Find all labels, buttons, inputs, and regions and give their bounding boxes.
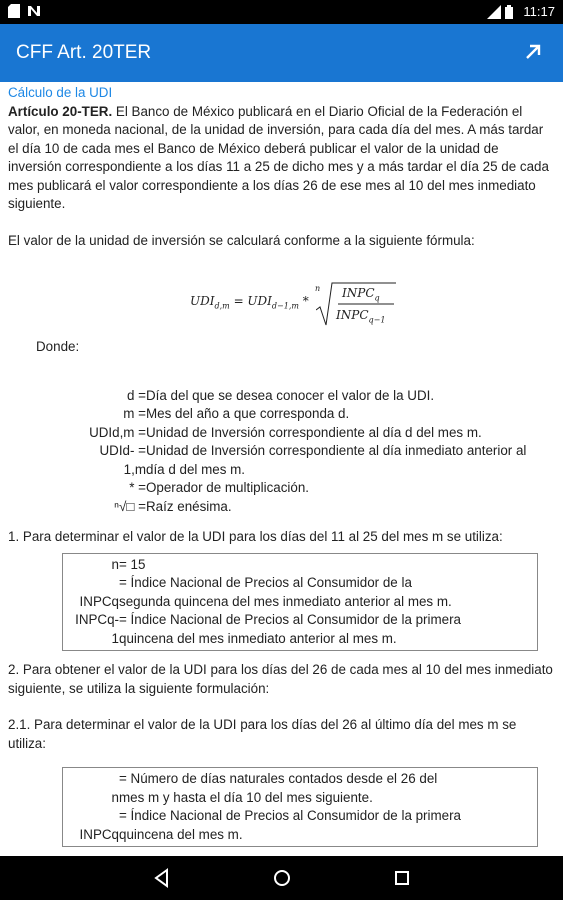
- definition-term: UDId- =: [99, 443, 146, 458]
- box-row: [69, 807, 531, 826]
- formula-num: INPC: [342, 286, 375, 300]
- home-icon[interactable]: [272, 868, 292, 888]
- formula-num-sub: q: [374, 293, 380, 303]
- formula-den-sub: q−1: [368, 315, 386, 325]
- section-title: Cálculo de la UDI: [8, 85, 113, 100]
- box-row: [69, 826, 531, 845]
- box-text: segunda quincena del mes inmediato anterior al mes m.: [119, 593, 452, 609]
- definition-text: Mes del año a que corresponda d.: [146, 406, 350, 421]
- box-term: n: [111, 556, 119, 572]
- definition-text: Día del que se desea conocer el valor de la UDI.: [146, 387, 435, 403]
- formula-lhs: UDI: [190, 294, 215, 308]
- article-label: Artículo 20-TER.: [8, 103, 113, 119]
- formula-lhs-sub: d,m: [214, 301, 230, 311]
- signal-icon: [487, 5, 499, 19]
- formula-rhs-sub: d−1,m: [271, 301, 299, 311]
- box-text: = Índice Nacional de Precios al Consumidor de la: [119, 575, 412, 590]
- box-text: = Índice Nacional de Precios al Consumidor de la primera: [119, 612, 462, 627]
- navigation-bar: [0, 856, 563, 900]
- back-icon[interactable]: [152, 868, 172, 888]
- status-time: 11:17: [523, 4, 555, 19]
- udi-formula: [190, 278, 555, 328]
- box-row: [69, 611, 531, 630]
- item-1: 1. Para determinar el valor de la UDI para los días del 11 al 25 del mes m se utiliza:: [8, 529, 503, 544]
- box-term: [69, 574, 119, 593]
- definitions-list: [28, 387, 555, 517]
- definition-text: Operador de multiplicación.: [146, 480, 310, 495]
- app-title: CFF Art. 20TER: [16, 42, 152, 63]
- box-text: mes m y hasta el día 10 del mes siguiente.: [119, 789, 373, 805]
- box-term: [69, 770, 119, 789]
- definition-term: d =: [127, 387, 146, 403]
- app-bar: [0, 24, 563, 82]
- definition-row: [28, 387, 555, 406]
- box-term: INPCq: [79, 826, 119, 842]
- paragraph-1: [8, 103, 555, 214]
- definition-text: Unidad de Inversión correspondiente al día d del mes m.: [146, 424, 482, 440]
- definition-row: [28, 498, 555, 517]
- sd-card-icon: [8, 4, 20, 18]
- box-row: [69, 574, 531, 593]
- box-text: quincena del mes m.: [119, 826, 243, 842]
- box-row: [69, 789, 531, 808]
- donde-label: Donde:: [36, 339, 80, 354]
- battery-icon: [505, 5, 517, 19]
- definition-term: UDId,m =: [89, 424, 146, 440]
- box-term: 1: [111, 630, 119, 646]
- paragraph-2: El valor de la unidad de inversión se calculará conforme a la siguiente fórmula:: [8, 232, 475, 248]
- paragraph-1-text: El Banco de México publicará en el Diario Oficial de la Federación el valor, en moneda nacional, de la unidad de inversión, para cada día del mes. A más tardar el día 10 de cada mes el Banco de México deberá publicar el valor de la unidad de inversión correspondiente a los días 11 a 25 de dicho mes y a más tardar el día 25 de cada mes publicará el valor correspondiente a los días 26 de ese mes al 10 del mes inmediato siguiente.: [8, 103, 549, 211]
- box-term: n: [111, 789, 119, 805]
- box-row: [69, 556, 531, 575]
- definition-row: [28, 442, 555, 461]
- box-2: [62, 767, 538, 847]
- definition-term: ⁿ√□ =: [114, 498, 146, 514]
- item-2: 2. Para obtener el valor de la UDI para los días del 26 de cada mes al 10 del mes inmediato siguiente, se utiliza la siguiente formulación:: [8, 662, 553, 696]
- box-text: quincena del mes inmediato anterior al mes m.: [119, 630, 397, 646]
- definition-row: [28, 424, 555, 443]
- formula-root-index: n: [315, 284, 321, 293]
- box-text: = Número de días naturales contados desde el 26 del: [119, 771, 438, 786]
- box-text: = Índice Nacional de Precios al Consumidor de la primera: [119, 808, 462, 823]
- box-row: [69, 593, 531, 612]
- box-term: [69, 807, 119, 826]
- definition-term: m =: [123, 406, 146, 421]
- definition-row: [28, 479, 555, 498]
- box-1: [62, 553, 538, 652]
- formula-den: INPC: [336, 308, 369, 322]
- formula-eq: = UDI: [233, 294, 272, 308]
- definition-term: 1,m: [123, 461, 146, 477]
- definition-text: día d del mes m.: [146, 461, 245, 477]
- recents-icon[interactable]: [392, 868, 412, 888]
- definition-row: [28, 405, 555, 424]
- item-2-1: 2.1. Para determinar el valor de la UDI para los días del 26 al último día del mes m se utiliza:: [8, 717, 517, 751]
- box-term: INPCq-: [75, 612, 119, 627]
- formula-times: *: [302, 294, 309, 308]
- definition-term: * =: [129, 480, 146, 495]
- open-external-icon[interactable]: [521, 40, 545, 64]
- definition-text: Raíz enésima.: [146, 498, 232, 514]
- box-row: [69, 770, 531, 789]
- box-term: INPCq: [79, 593, 119, 609]
- box-row: [69, 630, 531, 649]
- box-text: = 15: [119, 556, 146, 572]
- status-bar: [0, 0, 563, 24]
- n-icon: [28, 4, 40, 18]
- definition-text: Unidad de Inversión correspondiente al día inmediato anterior al: [146, 443, 527, 458]
- article-content: [0, 82, 563, 856]
- definition-row: [28, 461, 555, 480]
